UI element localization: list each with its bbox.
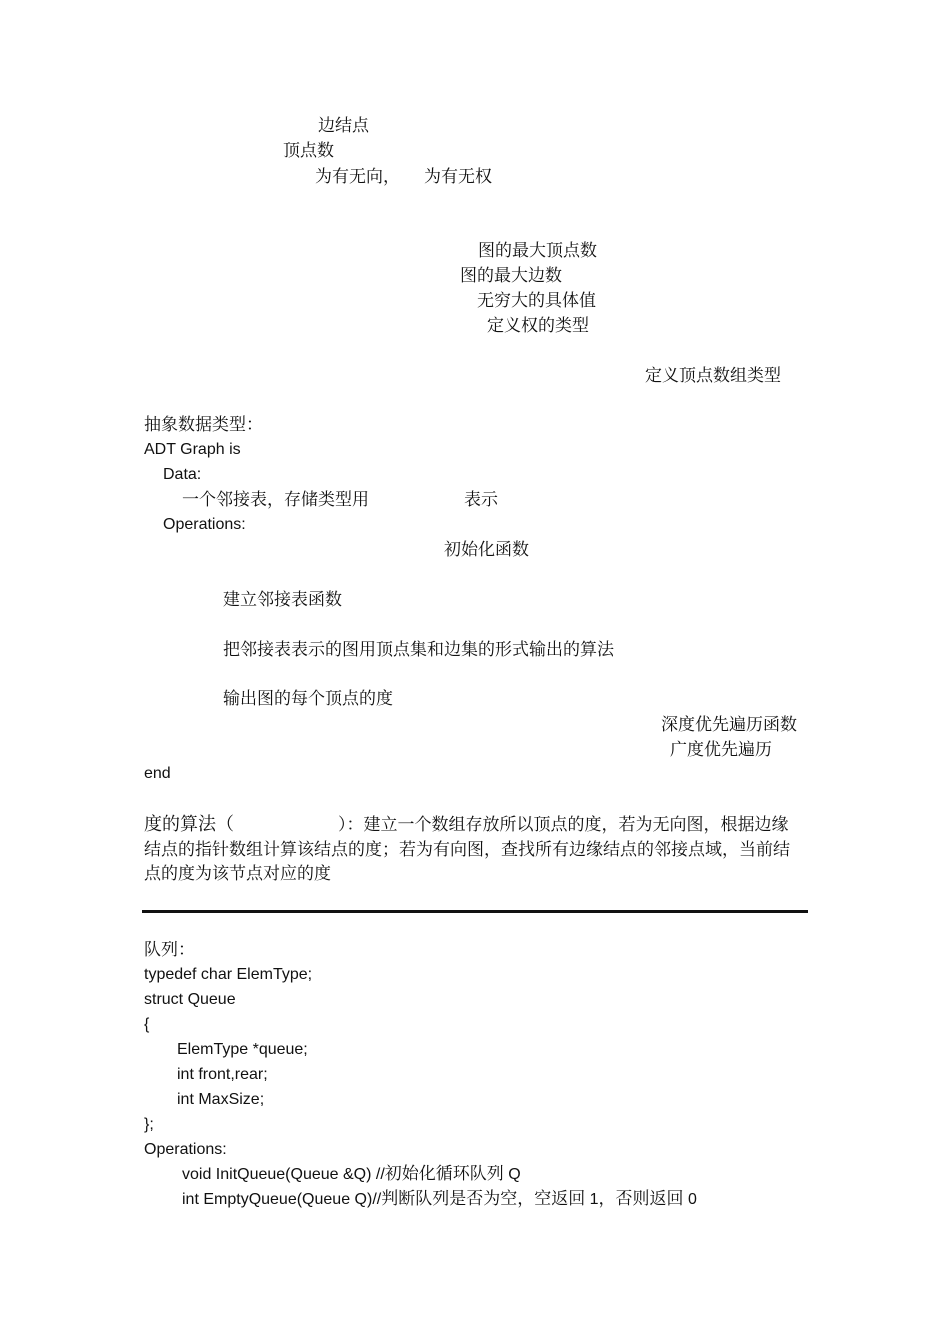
op-build: 建立邻接表函数 xyxy=(223,590,342,610)
op-print: 把邻接表表示的图用顶点集和边集的形式输出的算法 xyxy=(223,640,614,660)
op-dfs: 深度优先遍历函数 xyxy=(661,715,797,735)
queue-op-empty xyxy=(182,1191,697,1208)
adt-data-desc-suffix: 表示 xyxy=(464,490,498,510)
const-max-vertex: 图的最大顶点数 xyxy=(478,241,597,261)
degree-line1: ）：建立一个数组存放所以顶点的度，若为无向图，根据边缘 xyxy=(338,815,789,835)
adt-ops-label: Operations: xyxy=(163,516,246,533)
const-weight-type: 定义权的类型 xyxy=(487,316,589,336)
degree-title: 度的算法（ xyxy=(144,814,234,835)
code-line: struct Queue xyxy=(144,991,236,1008)
const-max-edge: 图的最大边数 xyxy=(460,266,562,286)
adt-data-label: Data: xyxy=(163,466,202,483)
comment-fragment: 判断队列是否为空，空返回 xyxy=(381,1189,586,1209)
code-line: ElemType *queue; xyxy=(177,1041,308,1058)
code-line: int front,rear; xyxy=(177,1066,268,1083)
const-vertex-array: 定义顶点数组类型 xyxy=(645,366,781,386)
note-vertex-count: 顶点数 xyxy=(283,141,334,161)
section-divider xyxy=(142,910,808,913)
code-line: int MaxSize; xyxy=(177,1091,265,1108)
code-line: }; xyxy=(144,1116,154,1133)
comment-fragment: ，否则返回 xyxy=(598,1189,684,1209)
op-bfs: 广度优先遍历 xyxy=(670,740,772,760)
note-directed: 为有无向， xyxy=(315,167,400,187)
code-line: Operations: xyxy=(144,1141,227,1158)
degree-line2: 结点的指针数组计算该结点的度；若为有向图，查找所有边缘结点的邻接点域，当前结 xyxy=(144,840,790,860)
const-infinity: 无穷大的具体值 xyxy=(477,291,596,311)
op-degree: 输出图的每个顶点的度 xyxy=(223,689,393,709)
code-line: typedef char ElemType; xyxy=(144,966,313,983)
adt-data-desc: 一个邻接表，存储类型用 xyxy=(182,490,369,510)
degree-line3: 点的度为该节点对应的度 xyxy=(144,864,331,884)
queue-heading: 队列： xyxy=(144,940,195,960)
comment-fragment: 初始化循环队列 xyxy=(384,1164,504,1184)
number-fragment: 0 xyxy=(683,1191,697,1208)
adt-end: end xyxy=(144,765,171,782)
adt-title: ADT Graph is xyxy=(144,441,241,458)
code-fragment: int EmptyQueue(Queue Q)// xyxy=(182,1191,382,1208)
op-init: 初始化函数 xyxy=(444,540,529,560)
number-fragment: 1 xyxy=(585,1191,599,1208)
code-fragment: Q xyxy=(503,1166,521,1183)
code-fragment: void InitQueue(Queue &Q) // xyxy=(182,1166,385,1183)
adt-heading: 抽象数据类型： xyxy=(144,415,263,435)
queue-op-init xyxy=(182,1166,521,1183)
note-edge-node: 边结点 xyxy=(318,116,369,136)
code-line: { xyxy=(144,1016,150,1033)
note-weighted: 为有无权 xyxy=(424,167,492,187)
